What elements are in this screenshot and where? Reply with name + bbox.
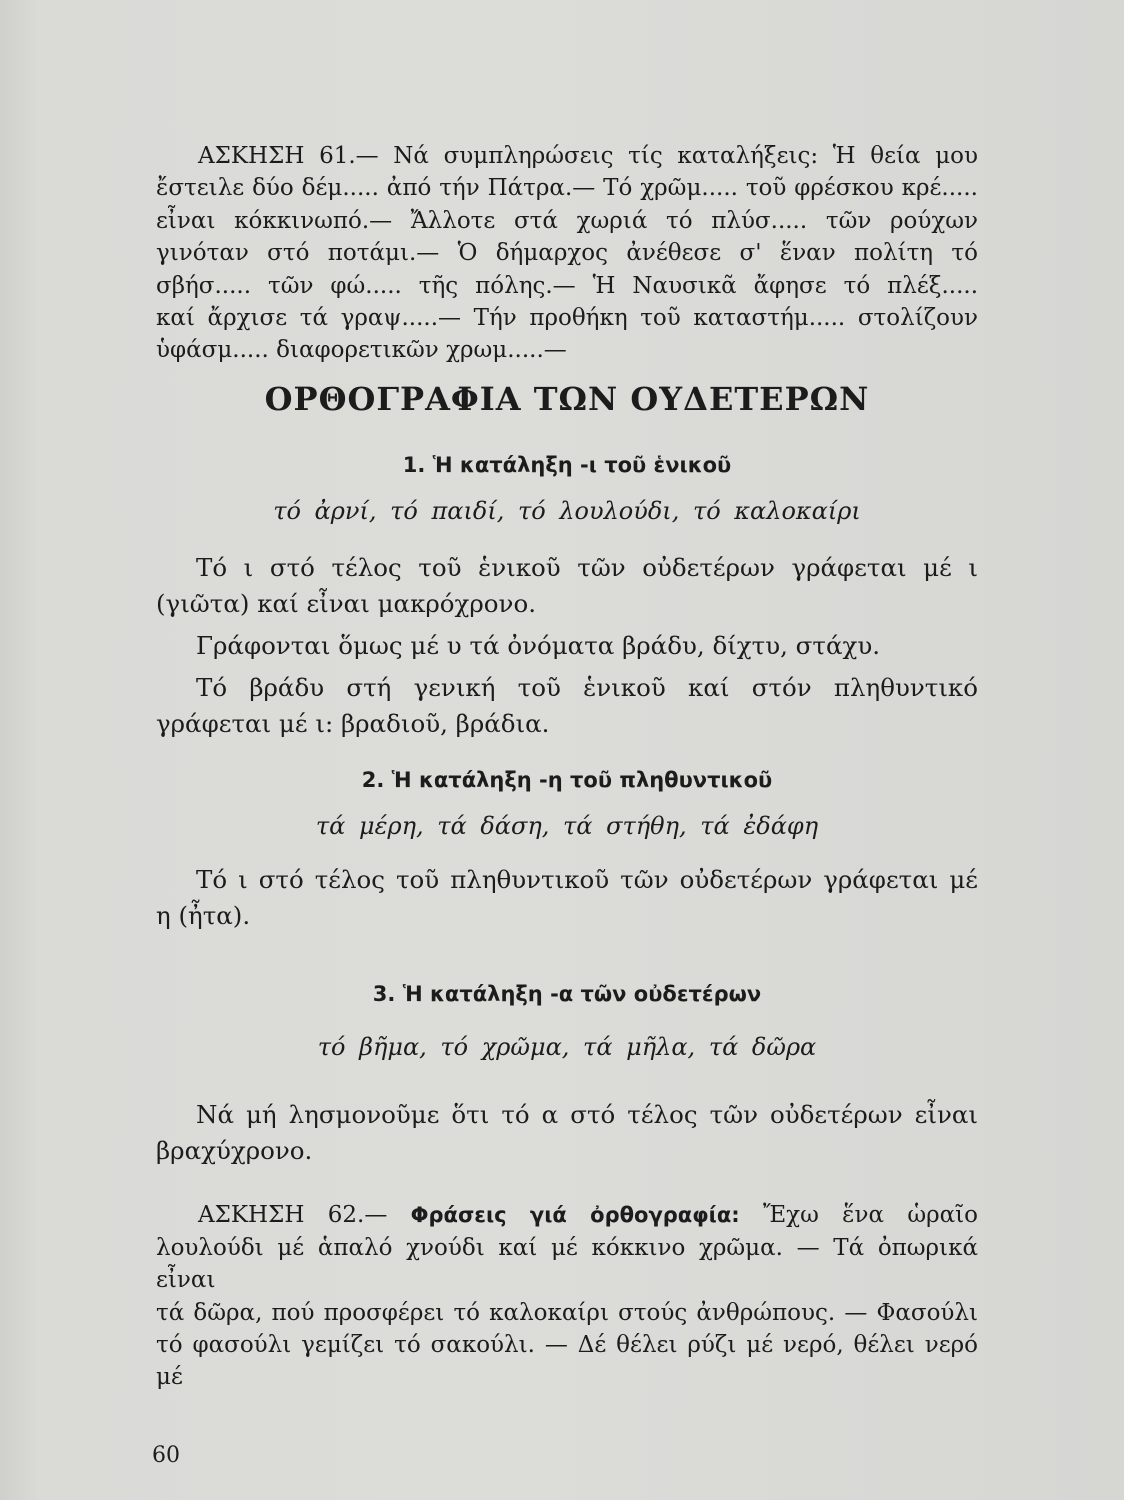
exercise-61-line: γινόταν στό ποτάμι.— Ὁ δήμαρχος ἀνέθεσε σ' ἕναν πολίτη τό [156, 240, 978, 267]
page-number: 60 [152, 1443, 180, 1468]
exercise-61-line: ὑφάσμ..... διαφορετικῶν χρωμ.....— [156, 337, 567, 364]
exercise-61-line: καί ἄρχισε τά γραψ.....— Τήν προθήκη τοῦ καταστήμ..... στολίζουν [156, 305, 978, 332]
exercise-61-line: ἔστειλε δύο δέμ..... ἀπό τήν Πάτρα.— Τό χρῶμ..... τοῦ φρέσκου κρέ..... [156, 175, 978, 202]
exercise-62-first-rest: Ἔχω ἕνα ὡραῖο [762, 1202, 979, 1229]
section-1 [156, 449, 978, 742]
section-1-rule-line: (γιῶτα) καί εἶναι μακρόχρονο. [156, 588, 536, 618]
section-1-exception: Γράφονται ὅμως μέ υ τά ὀνόματα βράδυ, δίχτυ, στάχυ. [196, 630, 881, 660]
exercise-62-bold-title: Φράσεις γιά ὀρθογραφία: [410, 1203, 740, 1228]
section-3-heading: 3. Ἡ κατάληξη -α τῶν οὐδετέρων [372, 982, 762, 1007]
exercise-62-line: τά δῶρα, πού προσφέρει τό καλοκαίρι στούς ἀνθρώπους. — Φασούλι [156, 1299, 978, 1326]
exercise-62 [156, 1199, 978, 1393]
page-title: ΟΡΘΟΓΡΑΦΙΑ ΤΩΝ ΟΥΔΕΤΕΡΩΝ [264, 379, 870, 418]
exercise-62-label: ΑΣΚΗΣΗ 62.— [198, 1202, 388, 1229]
exercise-61 [156, 140, 978, 367]
section-1-genitive-line: Τό βράδυ στή γενική τοῦ ἑνικοῦ καί στόν πληθυντικό [196, 672, 978, 702]
section-1-examples: τό ἀρνί, τό παιδί, τό λουλούδι, τό καλοκαίρι [273, 497, 861, 526]
exercise-62-first-line [156, 1199, 978, 1231]
section-2-heading: 2. Ἡ κατάληξη -η τοῦ πληθυντικοῦ [361, 767, 773, 792]
exercise-62-line: λουλούδι μέ ἁπαλό χνούδι καί μέ κόκκινο χρῶμα. — Τά ὀπωρικά εἶναι [156, 1234, 978, 1294]
section-2-examples: τά μέρη, τά δάση, τά στήθη, τά ἐδάφη [315, 812, 819, 841]
section-3-rule-line: Νά μή λησμονοῦμε ὅτι τό α στό τέλος τῶν οὐδετέρων εἶναι [196, 1100, 978, 1130]
section-3-examples: τό βῆμα, τό χρῶμα, τά μῆλα, τά δῶρα [317, 1032, 817, 1061]
section-3 [156, 978, 978, 1169]
exercise-61-line: σβήσ..... τῶν φώ..... τῆς πόλης.— Ἡ Ναυσικᾶ ἄφησε τό πλέξ..... [156, 272, 978, 299]
section-2 [156, 764, 978, 935]
section-1-genitive-line: γράφεται μέ ι: βραδιοῦ, βράδια. [156, 708, 550, 738]
exercise-62-line: τό φασούλι γεμίζει τό σακούλι. — Δέ θέλει ρύζι μέ νερό, θέλει νερό μέ [156, 1331, 978, 1391]
section-1-heading: 1. Ἡ κατάληξη -ι τοῦ ἑνικοῦ [402, 452, 732, 477]
section-1-rule-line: Τό ι στό τέλος τοῦ ἑνικοῦ τῶν οὐδετέρων γράφεται μέ ι [196, 552, 978, 582]
section-3-rule-line: βραχύχρονο. [156, 1136, 313, 1166]
exercise-61-line: ΑΣΚΗΣΗ 61.— Νά συμπληρώσεις τίς καταλήξεις: Ἡ θεία μου [198, 143, 978, 169]
page-text-column [156, 140, 978, 1394]
section-2-rule-line: η (ἦτα). [156, 901, 251, 931]
exercise-61-line: εἶναι κόκκινωπό.— Ἄλλοτε στά χωριά τό πλύσ..... τῶν ρούχων [156, 207, 978, 234]
section-2-rule-line: Τό ι στό τέλος τοῦ πληθυντικοῦ τῶν οὐδετέρων γράφεται μέ [196, 865, 978, 895]
